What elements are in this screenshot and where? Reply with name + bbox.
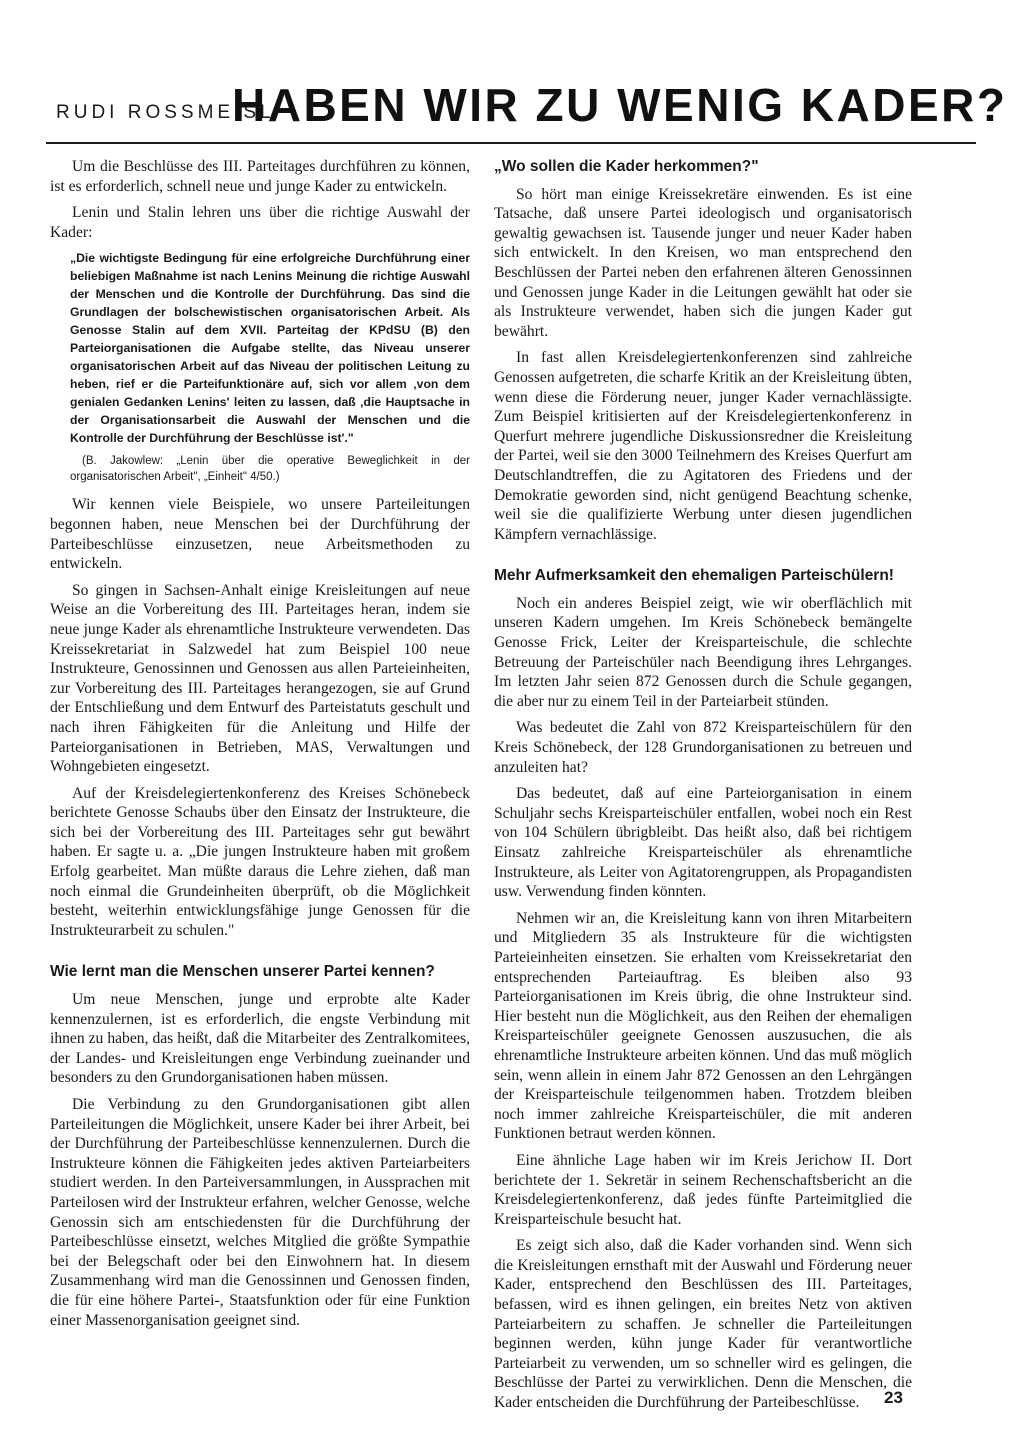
article-title: HABEN WIR ZU WENIG KADER?: [232, 79, 1008, 131]
section-heading: Wie lernt man die Menschen unserer Partei kennen?: [50, 963, 435, 981]
paragraph: In fast allen Kreisdelegiertenkonferenzen sind zahlreiche Genossen aufgetreten, die scharfe Kritik an der Kreisleitung übten, wenn diese die Förderung neuer, junger Kader vernachlässigte. Zum Beispiel kritisierten auf der Kreisdelegiertenkonferenz in Querfurt mehrere jugendliche Diskussionsredner die Kreisleitung der Partei, weil sie den 3000 Teilnehmern des Kreises Querfurt am Deutschlandtreffen, die zu Agitatoren des Friedens und der Demokratie geworden sind, nicht genügend Beachtung schenke, weil sie die qualifizierte Werbung unter diesen jugendlichen Kämpfern vernachlässige.: [494, 349, 912, 543]
paragraph: So hört man einige Kreissekretäre einwenden. Es ist eine Tatsache, daß unsere Partei ideologisch und organisatorisch gewaltig gewachsen ist. Tausende junger und neuer Kader haben sich entwickelt. In den Kreisen, wo man entsprechend den Beschlüssen der Partei neben den erfahrenen älteren Genossinnen und Genossen junge Kader in die Leitungen gewählt hat oder sie als Instrukteure verwendet, haben sich die jungen Kader gut bewährt.: [494, 185, 912, 340]
quote-source: [70, 453, 470, 485]
quote-text: „Die wichtigste Bedingung für eine erfolgreiche Durchführung einer beliebigen Maßnahme ist nach Lenins Meinung die richtige Auswahl der Menschen und die Kontrolle der Durchführung. Das sind die Grundlagen der bolschewistischen organisatorischen Arbeit. Als Genosse Stalin auf dem XVII. Parteitag der KPdSU (B) den Parteiorganisationen die Aufgabe stellte, das Niveau unserer organisatorischen Arbeit auf das Niveau der politischen Leitung zu heben, rief er die Parteifunktionäre auf, sich vor allem ‚von dem genialen Gedanken Lenins' leiten zu lassen, daß ‚die Hauptsache in der Organisationsarbeit die Auswahl der Menschen und die Kontrolle der Durchführung der Beschlüsse ist'.": [70, 251, 470, 446]
paragraph: Was bedeutet die Zahl von 872 Kreisparteischülern für den Kreis Schönebeck, der 128 Grundorganisationen zu betreuen und anzuleiten hat?: [494, 719, 912, 776]
section-heading: Mehr Aufmerksamkeit den ehemaligen Parteischülern!: [494, 567, 894, 585]
paragraph: Auf der Kreisdelegiertenkonferenz des Kreises Schönebeck berichtete Genosse Schaubs über den Einsatz der Instrukteure, die sich bei der Vorbereitung des III. Parteitages sehr gut bewährt haben. Er sagte u. a. „Die jungen Instrukteure haben mit großem Erfolg gearbeitet. Man müßte daraus die Lehre ziehen, daß man noch einmal die Grundeinheiten überprüft, ob die Möglichkeit besteht, weiterhin entwicklungsfähige junge Genossen für die Instrukteurarbeit zu schulen.": [50, 784, 470, 939]
left-column: [50, 157, 470, 1337]
paragraph: Um die Beschlüsse des III. Parteitages durchführen zu können, ist es erforderlich, schnell neue und junge Kader zu entwickeln.: [50, 158, 470, 195]
paragraph: Um neue Menschen, junge und erprobte alte Kader kennenzulernen, ist es erforderlich, die engste Verbindung mit ihnen zu haben, das heißt, daß die Mitarbeiter des Zentralkomitees, der Landes- und Kreisleitungen enge Verbindung zueinander und besonders zu den Grundorganisationen haben müssen.: [50, 991, 470, 1087]
paragraph: Nehmen wir an, die Kreisleitung kann von ihren Mitarbeitern und Mitgliedern 35 als Instrukteure für die wichtigsten Parteieinheiten einsetzen. Sie erhalten vom Kreissekretariat den entsprechenden Parteiauftrag. Es bleiben also 93 Parteiorganisationen im Kreis übrig, die ohne Instrukteur sind. Hier besteht nun die Möglichkeit, aus den Reihen der ehemaligen Kreisparteischüler geeignete Genossen auszusuchen, die als ehrenamtliche Instrukteure arbeiten können. Und das muß möglich sein, wenn allein in einem Jahr 872 Genossen an den Lehrgängen der Kreisparteischule teilgenommen haben. Trotzdem bleiben noch immer zahlreiche Kreisparteischüler, die mit anderen Funktionen betraut werden können.: [494, 909, 912, 1143]
block-quote: [70, 249, 470, 447]
article-header: [46, 72, 1008, 144]
paragraph: Die Verbindung zu den Grundorganisationen gibt allen Parteileitungen die Möglichkeit, unsere Kader bei ihrer Arbeit, bei der Durchführung der Parteibeschlüsse kennenzulernen. Durch die Instrukteure können die Fähigkeiten jedes aktiven Parteiarbeiters studiert werden. In den Parteiversammlungen, in Aussprachen mit Parteilosen wird der Instrukteur erfahren, welcher Genosse, welche Genossin sich am entschiedensten für die Durchführung der Parteibeschlüsse einsetzt, welches Mitglied die größte Sympathie bei der Belegschaft oder bei den Einwohnern hat. In diesem Zusammenhang wird man die Genossinnen und Genossen finden, die für eine höhere Partei-, Staatsfunktion oder für eine Funktion einer Massenorganisation geeignet sind.: [50, 1096, 470, 1329]
paragraph: Das bedeutet, daß auf eine Parteiorganisation in einem Schuljahr sechs Kreisparteischüler entfallen, wobei noch ein Rest von 104 Schülern übrigbleibt. Das heißt also, daß bei richtigem Einsatz zahlreiche Kreisparteischüler als ehrenamtliche Instrukteure, als Leiter von Agitatorengruppen, als Propagandisten usw. Verwendung finden könnten.: [494, 785, 912, 901]
paragraph: Lenin und Stalin lehren uns über die richtige Auswahl der Kader:: [50, 204, 470, 241]
paragraph: Noch ein anderes Beispiel zeigt, wie wir oberflächlich mit unseren Kadern umgehen. Im Kreis Schönebeck bemängelte Genosse Frick, Leiter der Kreisparteischule, die schlechte Betreuung der Parteischüler nach Beendigung ihres Lehrganges. Im letzten Jahr seien 872 Genossen durch die Schule gegangen, die aber nur zu einem Teil in der Parteiarbeit stünden.: [494, 594, 912, 710]
author-name: RUDI ROSSMEISL: [56, 102, 275, 123]
page-number: 23: [884, 1388, 903, 1407]
paragraph: Eine ähnliche Lage haben wir im Kreis Jerichow II. Dort berichtete der 1. Sekretär in seinem Rechenschaftsbericht an die Kreisdelegiertenkonferenz, daß jedes fünfte Parteimitglied die Kreisparteischule besucht hat.: [494, 1151, 912, 1228]
quote-source-text: (B. Jakowlew: „Lenin über die operative Beweglichkeit in der organisatorischen Arbeit", „Einheit" 4/50.): [70, 455, 470, 484]
paragraph: Es zeigt sich also, daß die Kader vorhanden sind. Wenn sich die Kreisleitungen ernsthaft mit der Auswahl und Förderung neuer Kader, entsprechend den Beschlüssen des III. Parteitages, befassen, wird es ihnen gelingen, ein breites Netz von aktiven Parteiarbeitern zu schaffen. Je schneller die Parteileitungen beginnen werden, kühn junge Kader für verantwortliche Parteiarbeit zu verwenden, um so schneller wird es gelingen, die Beschlüsse der Partei zu verwirklichen. Denn die Menschen, die Kader entscheiden die Durchführung der Parteibeschlüsse.: [494, 1237, 912, 1412]
paragraph: So gingen in Sachsen-Anhalt einige Kreisleitungen auf neue Weise an die Vorbereitung des III. Parteitages heran, indem sie neue junge Kader als ehrenamtliche Instrukteure verwendeten. Das Kreissekretariat in Salzwedel hat zum Beispiel 100 neue Instrukteure, Genossinnen und Genossen aus allen Parteieinheiten, zur Vorbereitung des III. Parteitages herangezogen, sie auf Grund der Entschließung und dem Entwurf des Parteistatuts geschult und nach ihren Fähigkeiten für die Anleitung und Hilfe der Parteiorganisationen in Betrieben, MAS, Verwaltungen und Wohngebieten eingesetzt.: [50, 581, 470, 776]
section-heading: „Wo sollen die Kader herkommen?": [494, 158, 759, 175]
paragraph: Wir kennen viele Beispiele, wo unsere Parteileitungen begonnen haben, neue Menschen bei der Durchführung der Parteibeschlüsse einzusetzen, neue Arbeitsmethoden zu entwickeln.: [50, 496, 470, 573]
right-column: [494, 157, 912, 1420]
